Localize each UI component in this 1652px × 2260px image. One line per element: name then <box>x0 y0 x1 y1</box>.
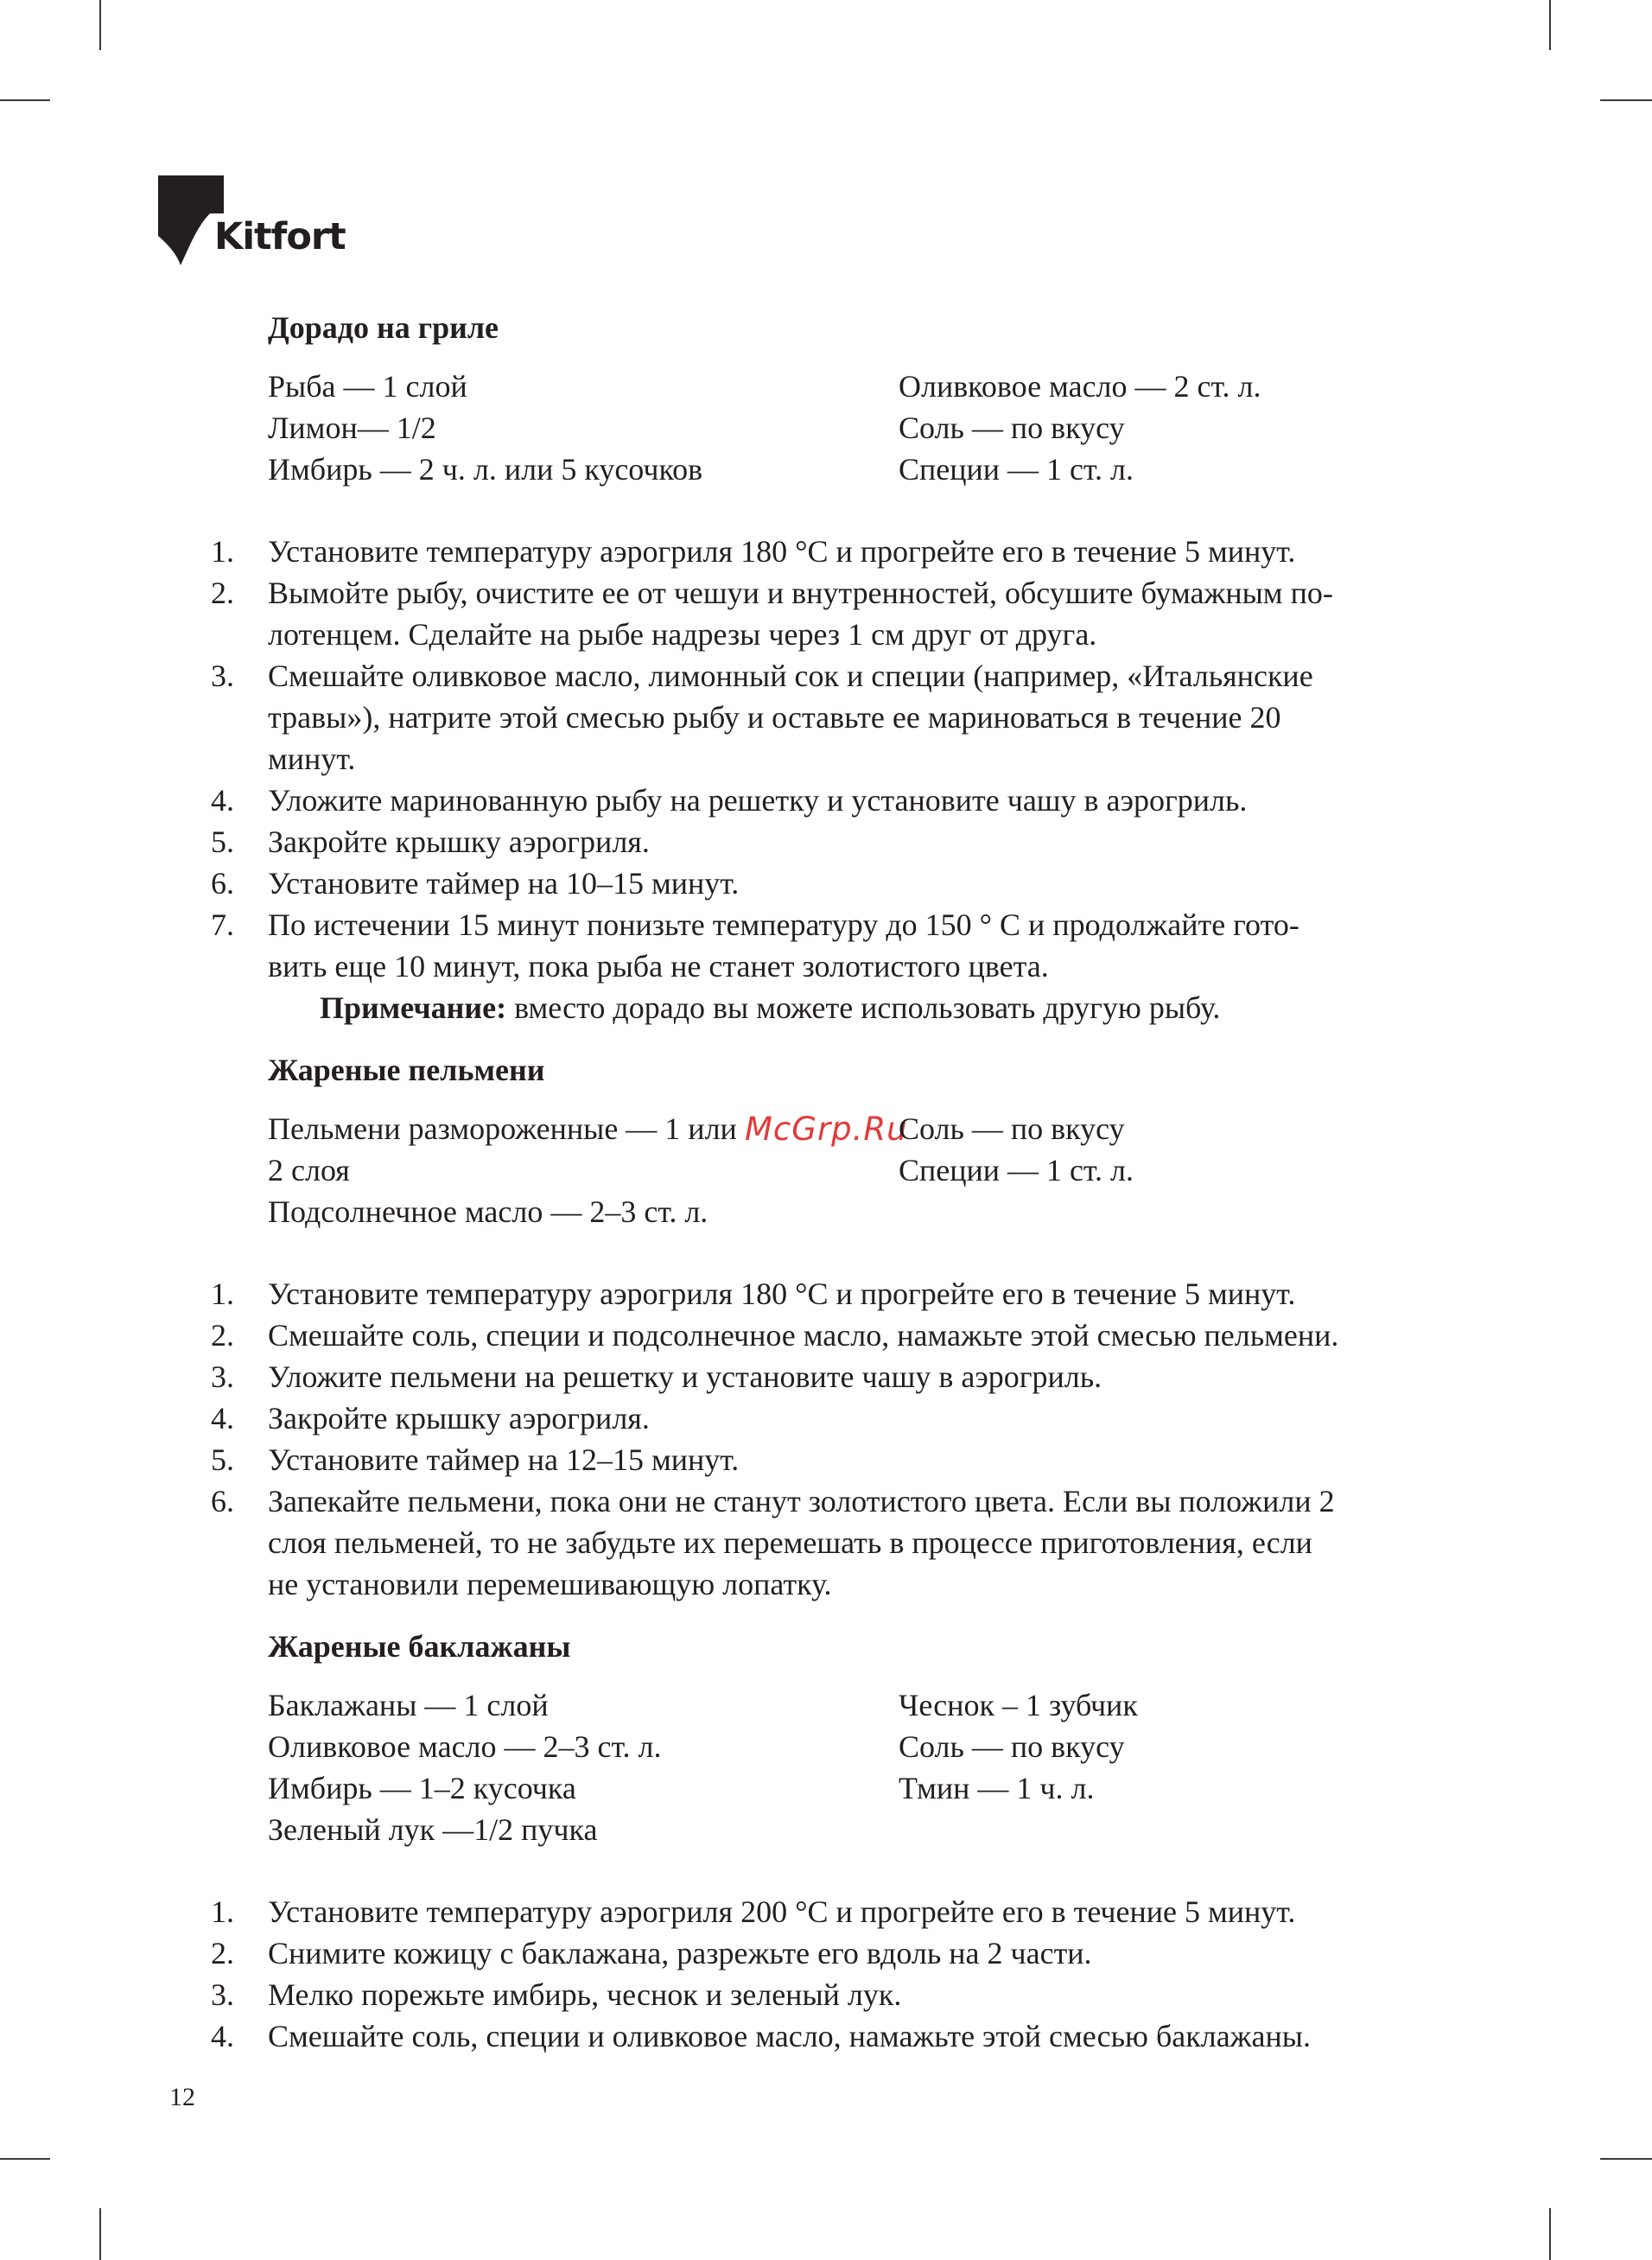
step-number: 3. <box>211 1977 234 2012</box>
step-number: 1. <box>211 1894 234 1929</box>
brand-logo <box>158 175 346 271</box>
step-item <box>211 904 1486 987</box>
step-number: 6. <box>211 1484 234 1518</box>
ingredient: Специи — 1 ст. л. <box>899 452 1134 487</box>
step-item <box>211 2015 1486 2057</box>
crop-mark <box>1600 2158 1652 2160</box>
ingredients-left <box>268 1108 899 1232</box>
crop-mark <box>1549 0 1551 50</box>
step-number: 7. <box>211 907 234 942</box>
ingredient: Оливковое масло — 2–3 ст. л. <box>268 1729 662 1764</box>
recipe-title: Дорадо на гриле <box>268 310 499 345</box>
ingredients-right <box>899 366 1452 490</box>
step-text: Установите таймер на 10–15 минут. <box>268 866 740 901</box>
watermark: McGrp.Ru <box>745 1111 908 1148</box>
step-text: Смешайте соль, специи и оливковое масло, намажьте этой смесью баклажаны. <box>268 2019 1311 2053</box>
step-text: Уложите пельмени на решетку и установите чашу в аэрогриль. <box>268 1359 1102 1394</box>
ingredient: Тмин — 1 ч. л. <box>899 1771 1095 1805</box>
ingredient: Соль — по вкусу <box>899 1729 1125 1764</box>
crop-mark <box>1600 99 1652 101</box>
ingredients-left <box>268 1684 899 1850</box>
page-number: 12 <box>169 2083 195 2111</box>
ingredient: Чеснок – 1 зубчик <box>899 1688 1138 1722</box>
ingredients <box>268 1684 1477 1850</box>
crop-mark <box>0 2158 50 2160</box>
step-number: 1. <box>211 1276 234 1311</box>
note <box>268 987 1477 1028</box>
ingredient: Имбирь — 2 ч. л. или 5 кусочков <box>268 452 703 487</box>
brand-name: Kitfort <box>214 215 346 258</box>
step-item <box>211 1439 1486 1480</box>
recipe-title: Жареные баклажаны <box>268 1629 571 1664</box>
step-number: 2. <box>211 1318 234 1353</box>
step-item <box>211 1932 1486 1974</box>
crop-mark <box>99 2208 101 2260</box>
step-number: 6. <box>211 866 234 901</box>
step-item <box>211 1273 1486 1315</box>
step-text: Закройте крышку аэрогриля. <box>268 1401 650 1436</box>
step-item <box>211 1356 1486 1397</box>
step-text: По истечении 15 минут понизьте температуру до 150 ° С и продолжайте гото- вить еще 10 минут, пока рыба не станет золотистого цвета. <box>268 907 1299 984</box>
ingredient: Оливковое масло — 2 ст. л. <box>899 369 1261 404</box>
step-item <box>211 655 1486 780</box>
note-label: Примечание: <box>320 990 507 1025</box>
ingredient: Пельмени размороженные — 1 или <box>268 1111 737 1146</box>
step-item <box>211 863 1486 904</box>
recipe-title: Жареные пельмени <box>268 1053 545 1087</box>
step-number: 5. <box>211 1442 234 1477</box>
note-text: вместо дорадо вы можете использовать другую рыбу. <box>506 990 1221 1025</box>
ingredient: Баклажаны — 1 слой <box>268 1688 549 1722</box>
step-number: 3. <box>211 659 234 693</box>
ingredient: Зеленый лук —1/2 пучка <box>268 1812 598 1847</box>
ingredient: Лимон— 1/2 <box>268 411 436 445</box>
step-item <box>211 780 1486 821</box>
step-number: 2. <box>211 576 234 610</box>
step-number: 1. <box>211 534 234 569</box>
steps-list <box>211 1273 1477 1605</box>
steps-list <box>211 531 1477 987</box>
step-item <box>211 1315 1486 1356</box>
ingredient: Имбирь — 1–2 кусочка <box>268 1771 576 1805</box>
step-number: 5. <box>211 824 234 859</box>
recipe-pelmeni <box>211 1049 1477 1605</box>
recipe-eggplant <box>211 1626 1477 2057</box>
step-item <box>211 1974 1486 2015</box>
ingredients-right <box>899 1684 1452 1850</box>
step-item <box>211 1891 1486 1932</box>
step-item <box>211 1397 1486 1439</box>
step-text: Смешайте оливковое масло, лимонный сок и специи (например, «Итальянские травы»), натрите этой смесью рыбу и оставьте ее мариноваться в течение 20 минут. <box>268 659 1313 776</box>
ingredient: Подсолнечное масло — 2–3 ст. л. <box>268 1194 708 1229</box>
step-text: Вымойте рыбу, очистите ее от чешуи и внутренностей, обсушите бумажным по- лотенцем. Сделайте на рыбе надрезы через 1 см друг от друга. <box>268 576 1333 652</box>
step-text: Закройте крышку аэрогриля. <box>268 824 650 859</box>
crop-mark <box>0 99 50 101</box>
ingredient: Рыба — 1 слой <box>268 369 467 404</box>
step-text: Установите температуру аэрогриля 180 °C и прогрейте его в течение 5 минут. <box>268 1276 1296 1311</box>
recipe-content <box>211 307 1477 2057</box>
step-text: Смешайте соль, специи и подсолнечное масло, намажьте этой смесью пельмени. <box>268 1318 1339 1353</box>
ingredient: Соль — по вкусу <box>899 411 1125 445</box>
step-text: Снимите кожицу с баклажана, разрежьте его вдоль на 2 части. <box>268 1936 1092 1970</box>
step-item <box>211 821 1486 863</box>
step-number: 4. <box>211 783 234 818</box>
step-number: 2. <box>211 1936 234 1970</box>
step-number: 3. <box>211 1359 234 1394</box>
ingredients-right <box>899 1108 1452 1232</box>
step-text: Уложите маринованную рыбу на решетку и установите чашу в аэрогриль. <box>268 783 1248 818</box>
step-text: Установите температуру аэрогриля 180 °C и прогрейте его в течение 5 минут. <box>268 534 1296 569</box>
step-number: 4. <box>211 1401 234 1436</box>
step-item <box>211 572 1486 655</box>
ingredients <box>268 1108 1477 1232</box>
step-item <box>211 1480 1486 1605</box>
step-item <box>211 531 1486 572</box>
step-text: Запекайте пельмени, пока они не станут золотистого цвета. Если вы положили 2 слоя пельменей, то не забудьте их перемешать в процессе приготовления, если не установили перемешивающую лопатку. <box>268 1484 1335 1601</box>
ingredient: Специи — 1 ст. л. <box>899 1153 1134 1187</box>
step-text: Мелко порежьте имбирь, чеснок и зеленый лук. <box>268 1977 902 2012</box>
ingredient: Соль — по вкусу <box>899 1111 1125 1146</box>
crop-mark <box>99 0 101 50</box>
ingredient: 2 слоя <box>268 1153 350 1187</box>
step-text: Установите температуру аэрогриля 200 °C и прогрейте его в течение 5 минут. <box>268 1894 1296 1929</box>
steps-list <box>211 1891 1477 2057</box>
ingredients <box>268 366 1477 490</box>
recipe-dorado <box>211 307 1477 1028</box>
ingredients-left <box>268 366 899 490</box>
step-number: 4. <box>211 2019 234 2053</box>
crop-mark <box>1549 2208 1551 2260</box>
step-text: Установите таймер на 12–15 минут. <box>268 1442 740 1477</box>
